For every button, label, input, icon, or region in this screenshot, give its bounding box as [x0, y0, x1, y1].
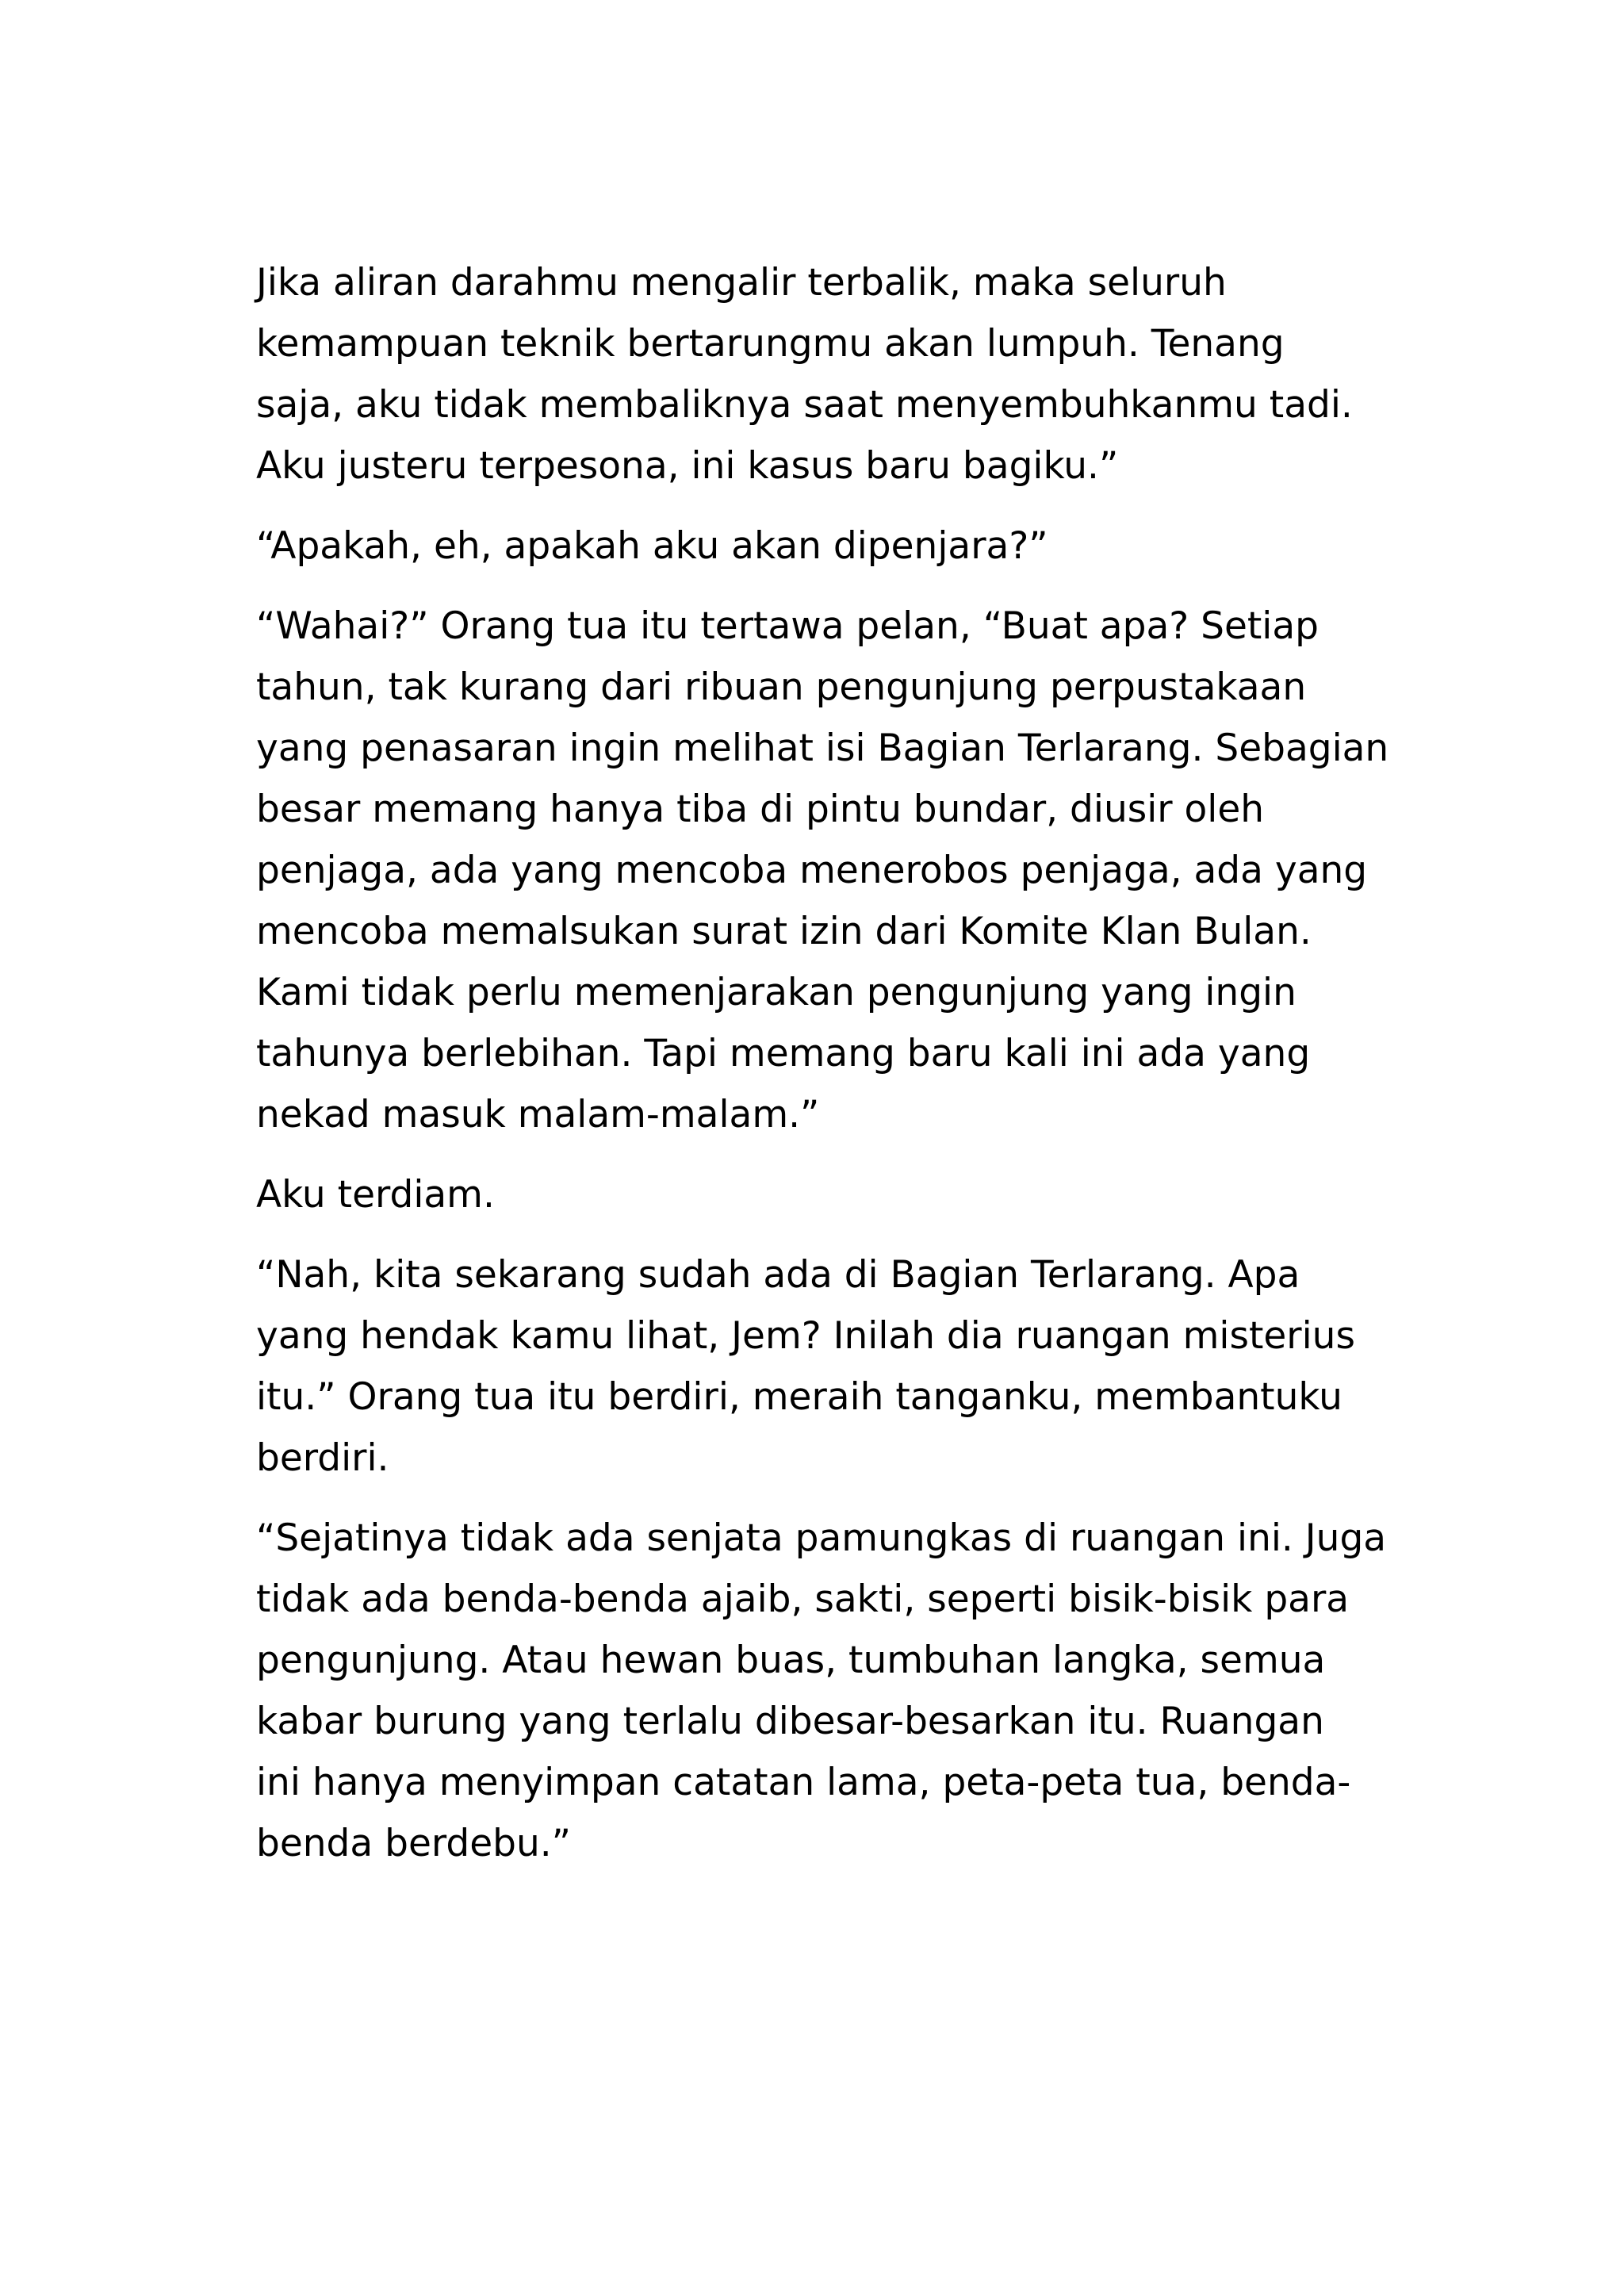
text-line: Aku terdiam. — [256, 1173, 495, 1217]
text-line: “Sejatinya tidak ada senjata pamungkas di ruangan ini. Juga — [256, 1516, 1387, 1560]
text-line: yang hendak kamu lihat, Jem? Inilah dia ruangan misterius — [256, 1314, 1355, 1358]
text-line: “Wahai?” Orang tua itu tertawa pelan, “Buat apa? Setiap — [256, 604, 1320, 648]
paragraph-3 — [256, 596, 1389, 1145]
text-line: mencoba memalsukan surat izin dari Komite Klan Bulan. — [256, 910, 1312, 953]
text-line: tahun, tak kurang dari ribuan pengunjung perpustakaan — [256, 665, 1307, 709]
document-body — [256, 252, 1389, 1874]
paragraph-1 — [256, 252, 1382, 496]
paragraph-2 — [256, 516, 1382, 577]
text-line: Kami tidak perlu memenjarakan pengunjung yang ingin — [256, 971, 1297, 1014]
text-line: besar memang hanya tiba di pintu bundar, diusir oleh — [256, 788, 1265, 831]
text-line: tahunya berlebihan. Tapi memang baru kali ini ada yang — [256, 1032, 1311, 1075]
text-line: berdiri. — [256, 1436, 389, 1480]
text-line: penjaga, ada yang mencoba menerobos penjaga, ada yang — [256, 849, 1368, 892]
paragraph-4 — [256, 1164, 1382, 1225]
text-line: Jika aliran darahmu mengalir terbalik, maka seluruh — [256, 261, 1227, 305]
text-line: “Apakah, eh, apakah aku akan dipenjara?” — [256, 524, 1048, 568]
paragraph-6 — [256, 1508, 1387, 1874]
text-line: yang penasaran ingin melihat isi Bagian Terlarang. Sebagian — [256, 726, 1389, 770]
text-line: benda berdebu.” — [256, 1822, 572, 1865]
text-line: kabar burung yang terlalu dibesar-besarkan itu. Ruangan — [256, 1700, 1324, 1743]
text-line: tidak ada benda-benda ajaib, sakti, seperti bisik-bisik para — [256, 1577, 1350, 1621]
text-line: kemampuan teknik bertarungmu akan lumpuh. Tenang — [256, 322, 1285, 366]
text-line: nekad masuk malam-malam.” — [256, 1093, 820, 1137]
text-line: “Nah, kita sekarang sudah ada di Bagian Terlarang. Apa — [256, 1253, 1300, 1297]
paragraph-5 — [256, 1244, 1382, 1489]
text-line: ini hanya menyimpan catatan lama, peta-peta tua, benda- — [256, 1761, 1351, 1804]
text-line: saja, aku tidak membaliknya saat menyembuhkanmu tadi. — [256, 383, 1353, 427]
text-line: pengunjung. Atau hewan buas, tumbuhan langka, semua — [256, 1639, 1326, 1682]
text-line: itu.” Orang tua itu berdiri, meraih tanganku, membantuku — [256, 1375, 1342, 1419]
text-line: Aku justeru terpesona, ini kasus baru bagiku.” — [256, 444, 1119, 488]
